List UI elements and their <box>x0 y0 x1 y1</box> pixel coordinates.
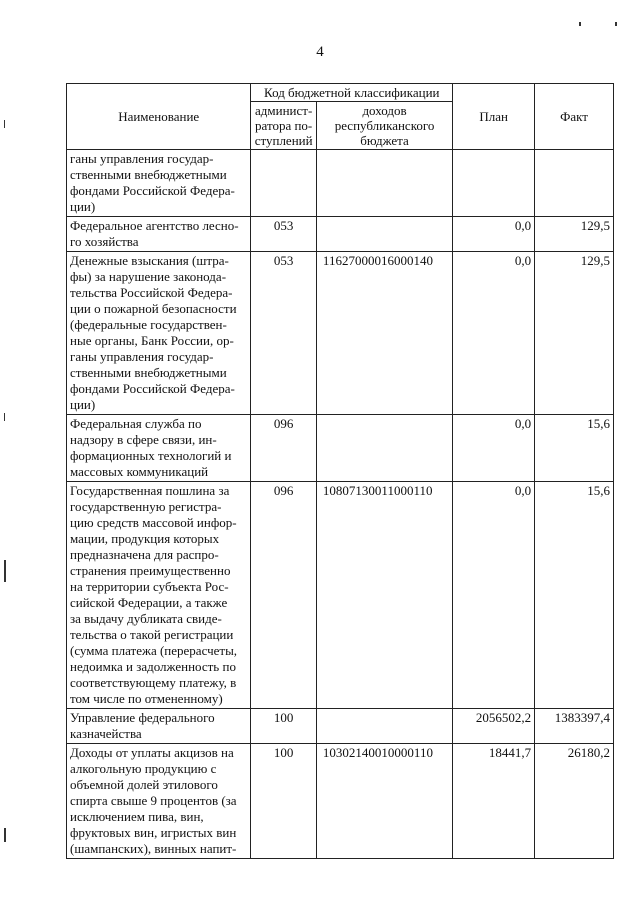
cell-name <box>67 252 251 415</box>
header-income-line: республиканского <box>334 118 435 133</box>
cell-name-line: недоимка и задолженность по <box>70 659 236 674</box>
table-row <box>67 150 614 217</box>
table-row <box>67 217 614 252</box>
cell-plan: 0,0 <box>453 482 535 709</box>
cell-income-code: 11627000016000140 <box>316 252 452 415</box>
cell-name-line: (федеральные государствен- <box>70 317 227 332</box>
table-body <box>67 150 614 859</box>
header-income <box>316 102 452 150</box>
cell-name-line: казначейства <box>70 726 142 741</box>
cell-name-line: цию средств массовой инфор- <box>70 515 237 530</box>
cell-name-line: (шампанских), винных напит- <box>70 841 237 856</box>
cell-name-line: объемной долей этилового <box>70 777 218 792</box>
cell-name-line: ственными внебюджетными <box>70 167 227 182</box>
cell-plan: 0,0 <box>453 252 535 415</box>
cell-income-code: 10807130011000110 <box>316 482 452 709</box>
cell-fact: 15,6 <box>535 482 614 709</box>
cell-plan: 2056502,2 <box>453 709 535 744</box>
cell-fact: 129,5 <box>535 252 614 415</box>
header-income-line: доходов <box>362 103 407 118</box>
cell-name-line: Управление федерального <box>70 710 215 725</box>
cell-name-line: (сумма платежа (перерасчеты, <box>70 643 238 658</box>
cell-admin-code: 096 <box>251 415 317 482</box>
table-row <box>67 744 614 859</box>
cell-name-line: массовых коммуникаций <box>70 464 209 479</box>
cell-name-line: исключением пива, вин, <box>70 809 204 824</box>
cell-admin-code: 053 <box>251 217 317 252</box>
cell-admin-code: 100 <box>251 744 317 859</box>
cell-name-line: фы) за нарушение законода- <box>70 269 227 284</box>
cell-name-line: соответствующему платежу, в <box>70 675 237 690</box>
cell-name-line: фондами Российской Федера- <box>70 381 235 396</box>
cell-fact <box>535 150 614 217</box>
cell-name <box>67 709 251 744</box>
cell-name <box>67 744 251 859</box>
cell-name-line: го хозяйства <box>70 234 139 249</box>
table-row <box>67 482 614 709</box>
cell-name-line: предназначена для распро- <box>70 547 219 562</box>
cell-name <box>67 150 251 217</box>
cell-name-line: спирта свыше 9 процентов (за <box>70 793 237 808</box>
cell-name-line: странения преимущественно <box>70 563 231 578</box>
page-number: 4 <box>316 44 324 60</box>
cell-name <box>67 415 251 482</box>
header-admin-line: админист- <box>255 103 313 118</box>
cell-name-line: Государственная пошлина за <box>70 483 230 498</box>
header-admin <box>251 102 317 150</box>
budget-table <box>66 83 614 859</box>
header-income-line: бюджета <box>360 133 409 148</box>
cell-name <box>67 482 251 709</box>
cell-income-code <box>316 415 452 482</box>
cell-name-line: Доходы от уплаты акцизов на <box>70 745 234 760</box>
cell-income-code <box>316 709 452 744</box>
cell-name-line: фруктовых вин, игристых вин <box>70 825 237 840</box>
cell-name-line: ственными внебюджетными <box>70 365 227 380</box>
cell-name-line: мации, продукция которых <box>70 531 220 546</box>
table-row <box>67 415 614 482</box>
header-code-group: Код бюджетной классификации <box>251 84 453 102</box>
cell-name-line: ные органы, Банк России, ор- <box>70 333 234 348</box>
cell-plan: 18441,7 <box>453 744 535 859</box>
scan-mark <box>4 560 6 582</box>
cell-income-code <box>316 150 452 217</box>
cell-name-line: ции) <box>70 199 96 214</box>
header-fact: Факт <box>535 84 614 150</box>
cell-name-line: формационных технологий и <box>70 448 232 463</box>
cell-fact: 129,5 <box>535 217 614 252</box>
cell-name-line: надзору в сфере связи, ин- <box>70 432 217 447</box>
header-admin-line: ступлений <box>254 133 313 148</box>
cell-name-line: ции) <box>70 397 96 412</box>
cell-name-line: сийской Федерации, а также <box>70 595 228 610</box>
header-name: Наименование <box>67 84 251 150</box>
cell-name-line: ганы управления государ- <box>70 151 214 166</box>
cell-name-line: за выдачу дубликата свиде- <box>70 611 222 626</box>
scan-mark <box>4 413 5 421</box>
table-row <box>67 252 614 415</box>
cell-name-line: алкогольную продукцию с <box>70 761 217 776</box>
cell-admin-code: 053 <box>251 252 317 415</box>
cell-name-line: тельства Российской Федера- <box>70 285 233 300</box>
cell-name-line: Денежные взыскания (штра- <box>70 253 229 268</box>
scan-mark <box>579 22 581 26</box>
cell-fact: 15,6 <box>535 415 614 482</box>
cell-admin-code: 096 <box>251 482 317 709</box>
header-admin-line: ратора по- <box>255 118 313 133</box>
scan-mark <box>4 120 5 128</box>
scan-mark <box>615 22 617 26</box>
cell-name-line: ции о пожарной безопасности <box>70 301 237 316</box>
cell-income-code <box>316 217 452 252</box>
header-plan: План <box>453 84 535 150</box>
cell-name-line: том числе по отмененному) <box>70 691 223 706</box>
cell-name-line: на территории субъекта Рос- <box>70 579 229 594</box>
cell-plan: 0,0 <box>453 217 535 252</box>
cell-name-line: государственную регистра- <box>70 499 222 514</box>
cell-name-line: тельства о такой регистрации <box>70 627 234 642</box>
cell-fact: 26180,2 <box>535 744 614 859</box>
cell-plan <box>453 150 535 217</box>
table-row <box>67 709 614 744</box>
cell-name-line: фондами Российской Федера- <box>70 183 235 198</box>
scan-mark <box>4 828 6 842</box>
cell-admin-code: 100 <box>251 709 317 744</box>
cell-admin-code <box>251 150 317 217</box>
cell-plan: 0,0 <box>453 415 535 482</box>
cell-name-line: ганы управления государ- <box>70 349 214 364</box>
cell-name-line: Федеральное агентство лесно- <box>70 218 239 233</box>
cell-fact: 1383397,4 <box>535 709 614 744</box>
cell-name <box>67 217 251 252</box>
cell-income-code: 10302140010000110 <box>316 744 452 859</box>
cell-name-line: Федеральная служба по <box>70 416 202 431</box>
